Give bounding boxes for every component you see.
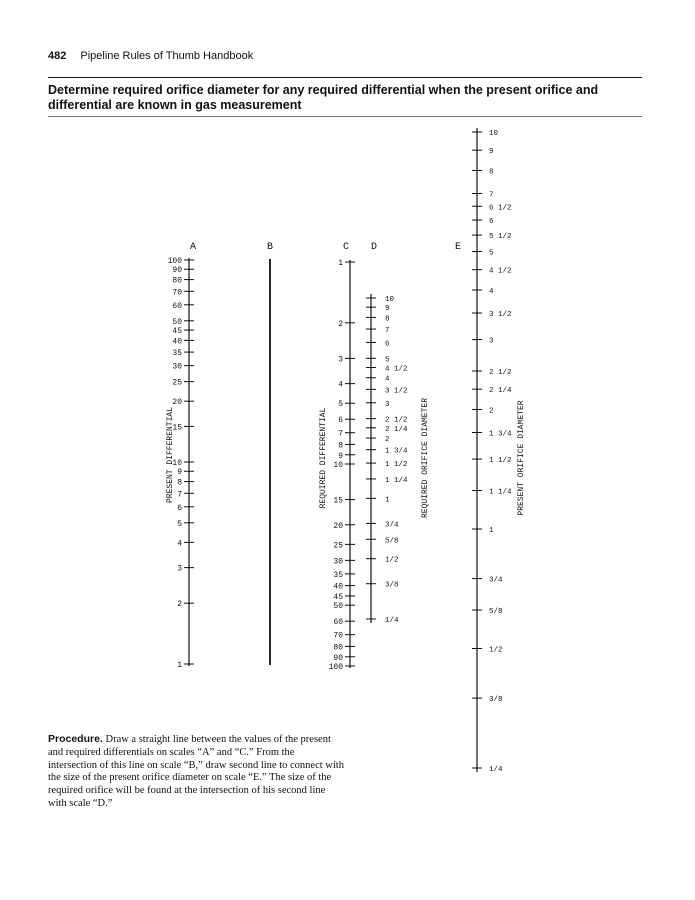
scale-c-tick-label-5: 5 [338,400,343,410]
scale-a-tick-label-10: 10 [172,459,182,468]
scale-e-tick-label-3: 3 [489,337,494,346]
scale-a-tick-label-20: 20 [172,398,182,408]
scale-e-tick-label-9: 9 [489,148,494,157]
scale-d-tick-label-1-3-4: 1 3/4 [385,447,408,456]
scale-d-letter: D [370,242,378,253]
scale-a-name: PRESENT DIFFERENTIAL [166,406,175,504]
scale-e-tick-label-5-1-2: 5 1/2 [489,233,512,242]
scale-d-name: REQUIRED ORIFICE DIAMETER [421,397,430,519]
scale-d-tick-label-1-1-4: 1 1/4 [385,476,408,485]
scale-d-tick-label-1-1-2: 1 1/2 [385,461,408,470]
scale-e-tick-label-6-1-2: 6 1/2 [489,204,512,213]
scale-c-tick-label-35: 35 [333,570,343,580]
scale-d-tick-label-7: 7 [385,327,390,336]
scale-e-tick-label-2: 2 [489,407,494,416]
scale-a-tick-label-2: 2 [177,600,182,610]
scale-d-tick-label-3: 3 [385,400,390,409]
scale-d-tick-label-5-8: 5/8 [385,537,399,546]
scale-d-tick-label-1-2: 1/2 [385,556,399,565]
scale-d-tick-label-2: 2 [385,436,390,445]
scale-a-tick-label-6: 6 [177,503,182,513]
scale-c-tick-label-9: 9 [338,451,343,461]
scale-a-tick-label-8: 8 [177,478,182,488]
scale-e-tick-label-5-8: 5/8 [489,608,503,617]
scale-e-tick-label-1-3-4: 1 3/4 [489,430,512,439]
scale-a-tick-label-45: 45 [172,327,182,337]
scale-d-tick-label-3-1-2: 3 1/2 [385,387,408,396]
scale-d-tick-label-5: 5 [385,356,390,365]
scale-c-tick-label-90: 90 [333,653,343,663]
scale-a-tick-label-15: 15 [172,423,182,433]
scale-d-tick-label-2-1-4: 2 1/4 [385,425,408,434]
scale-d-tick-label-3-4: 3/4 [385,521,399,530]
scale-a-tick-label-5: 5 [177,519,182,529]
scale-e-tick-label-5: 5 [489,249,494,258]
scale-d-tick-label-8: 8 [385,315,390,324]
scale-a-tick-label-70: 70 [172,288,182,298]
scale-e-tick-label-8: 8 [489,168,494,177]
scale-a-tick-label-25: 25 [172,378,182,388]
scale-c-tick-label-8: 8 [338,441,343,451]
scale-c-tick-label-1: 1 [338,259,343,268]
scale-c-tick-label-3: 3 [338,355,343,365]
scale-e-tick-label-1-1-2: 1 1/2 [489,457,512,466]
scale-c-tick-label-100: 100 [328,663,343,672]
scale-c-tick-label-70: 70 [333,631,343,641]
scale-c-letter: C [342,242,350,253]
scale-e-tick-label-2-1-4: 2 1/4 [489,387,512,396]
procedure-text: Draw a straight line between the values of the present and required differentials on scales “A” and “C.” From the intersection of this line on scale “B,” draw second line to connect with the size of the present orifice diameter on scale “E.” The size of the required orifice will be found at the intersection of his second line with scale “D.” [48,734,344,809]
scale-d-tick-label-6: 6 [385,340,390,349]
scale-c-tick-label-30: 30 [333,557,343,567]
scale-a-letter: A [189,242,197,253]
scale-c-tick-label-6: 6 [338,416,343,426]
scale-a-tick-label-40: 40 [172,337,182,347]
scale-a-tick-label-50: 50 [172,317,182,327]
scale-d-tick-label-1: 1 [385,496,390,505]
scale-e-tick-label-7: 7 [489,191,494,200]
book-title: Pipeline Rules of Thumb Handbook [80,50,254,62]
page-title: Determine required orifice diameter for any required differential when the present orifice and differential are known in gas measurement [48,83,599,112]
scale-a-tick-label-9: 9 [177,468,182,478]
page-number: 482 [48,50,67,62]
procedure-lead: Procedure. [48,733,103,745]
scale-e-tick-label-1-4: 1/4 [489,766,503,774]
scale-a-tick-label-30: 30 [172,362,182,372]
scale-a-tick-label-90: 90 [172,266,182,276]
scale-d-tick-label-4: 4 [385,375,390,384]
scale-a-tick-label-100: 100 [167,257,182,266]
scale-b-letter: B [266,242,274,253]
scale-c-tick-label-15: 15 [333,496,343,506]
scale-e-tick-label-3-4: 3/4 [489,576,503,585]
scale-c-tick-label-20: 20 [333,521,343,531]
scale-e-tick-label-1: 1 [489,526,494,535]
scale-d-tick-label-10: 10 [385,296,395,304]
scale-d-tick-label-1-4: 1/4 [385,617,399,625]
scale-d-tick-label-9: 9 [385,305,390,314]
scale-c-tick-label-2: 2 [338,319,343,329]
scale-d-tick-label-4-1-2: 4 1/2 [385,365,408,374]
scale-a-tick-label-7: 7 [177,490,182,500]
scale-e-tick-label-4: 4 [489,287,494,296]
scale-c-name: REQUIRED DIFFERENTIAL [319,407,328,509]
procedure-paragraph [48,733,344,811]
scale-e-name: PRESENT ORIFICE DIAMETER [517,400,526,516]
scale-a-tick-label-3: 3 [177,564,182,574]
scale-e-tick-label-6: 6 [489,218,494,227]
scale-c-tick-label-4: 4 [338,380,343,390]
scale-e-tick-label-4-1-2: 4 1/2 [489,267,512,276]
scale-e-tick-label-1-1-4: 1 1/4 [489,488,512,497]
scale-e-tick-label-10: 10 [489,130,499,138]
scale-c-tick-label-25: 25 [333,541,343,551]
scale-c-tick-label-45: 45 [333,592,343,602]
scale-a-tick-label-80: 80 [172,276,182,286]
scale-e-tick-label-2-1-2: 2 1/2 [489,369,512,378]
scale-e-tick-label-3-8: 3/8 [489,696,503,705]
scale-d-tick-label-3-8: 3/8 [385,581,399,590]
scale-c-tick-label-10: 10 [333,461,343,470]
scale-a-tick-label-35: 35 [172,349,182,359]
scale-c-tick-label-7: 7 [338,429,343,439]
scale-a-tick-label-60: 60 [172,301,182,311]
scale-a-tick-label-1: 1 [177,661,182,670]
scale-e-letter: E [454,242,462,253]
scale-c-tick-label-60: 60 [333,618,343,628]
scale-e-tick-label-1-2: 1/2 [489,646,503,655]
scale-c-tick-label-50: 50 [333,602,343,612]
scale-c-tick-label-80: 80 [333,643,343,653]
scale-a-tick-label-4: 4 [177,539,182,549]
scale-e-tick-label-3-1-2: 3 1/2 [489,310,512,319]
scale-c-tick-label-40: 40 [333,582,343,592]
scale-d-tick-label-2-1-2: 2 1/2 [385,416,408,425]
